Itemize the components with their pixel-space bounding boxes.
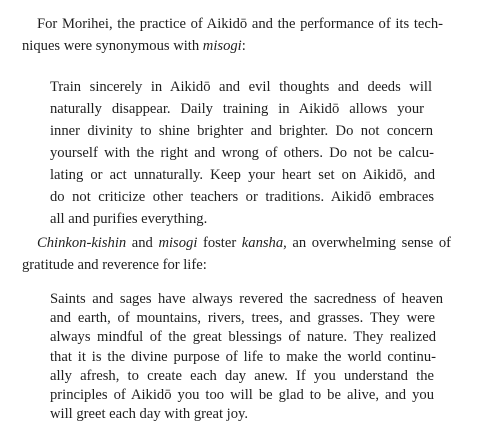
emphasis-kansha: kansha (241, 235, 284, 251)
intro-text: niques were synonymous with (22, 38, 203, 54)
intro-colon: : (241, 38, 246, 54)
quote2-line: that it is the divine purpose of life to make the world continu- (50, 348, 436, 365)
middle-line-1 (37, 236, 451, 251)
quote2-line: ally afresh, to create each day anew. If you understand the (50, 367, 434, 384)
quote1-line: do not criticize other teachers or traditions. Aikidō embraces (50, 189, 434, 205)
quote2-line: Saints and sages have always revered the sacredness of heaven (50, 291, 443, 307)
intro-line-2 (22, 39, 246, 54)
emphasis-chinkon-kishin: Chinkon-kishin (37, 235, 127, 251)
quote1-line: yourself with the right and wrong of others. Do not be calcu- (50, 145, 434, 161)
quote2-line: will greet each day with great joy. (50, 406, 249, 423)
quote1-line: all and purifies everything. (50, 211, 208, 227)
quote2-line: principles of Aikidō you too will be glad to be alive, and you (50, 387, 434, 403)
middle-text: and (126, 235, 159, 251)
middle-text: foster (197, 235, 242, 251)
quote1-line: naturally disappear. Daily training in Aikidō allows your (50, 101, 424, 117)
intro-line-1: For Morihei, the practice of Aikidō and the performance of its tech- (37, 16, 443, 32)
intro-emphasis-misogi: misogi (202, 38, 242, 54)
middle-text: , an overwhelming sense of (283, 235, 452, 251)
quote2-line: and earth, of mountains, rivers, trees, and grasses. They were (50, 310, 435, 327)
quote1-line: lating or act unnaturally. Keep your heart set on Aikidō, and (50, 167, 435, 183)
quote1-line: inner divinity to shine brighter and brighter. Do not concern (50, 123, 433, 139)
quote2-line: always mindful of the great blessings of nature. They realized (50, 329, 436, 346)
emphasis-misogi: misogi (158, 235, 198, 251)
quote1-line: Train sincerely in Aikidō and evil thoughts and deeds will (50, 79, 432, 95)
middle-line-2: gratitude and reverence for life: (22, 257, 207, 273)
